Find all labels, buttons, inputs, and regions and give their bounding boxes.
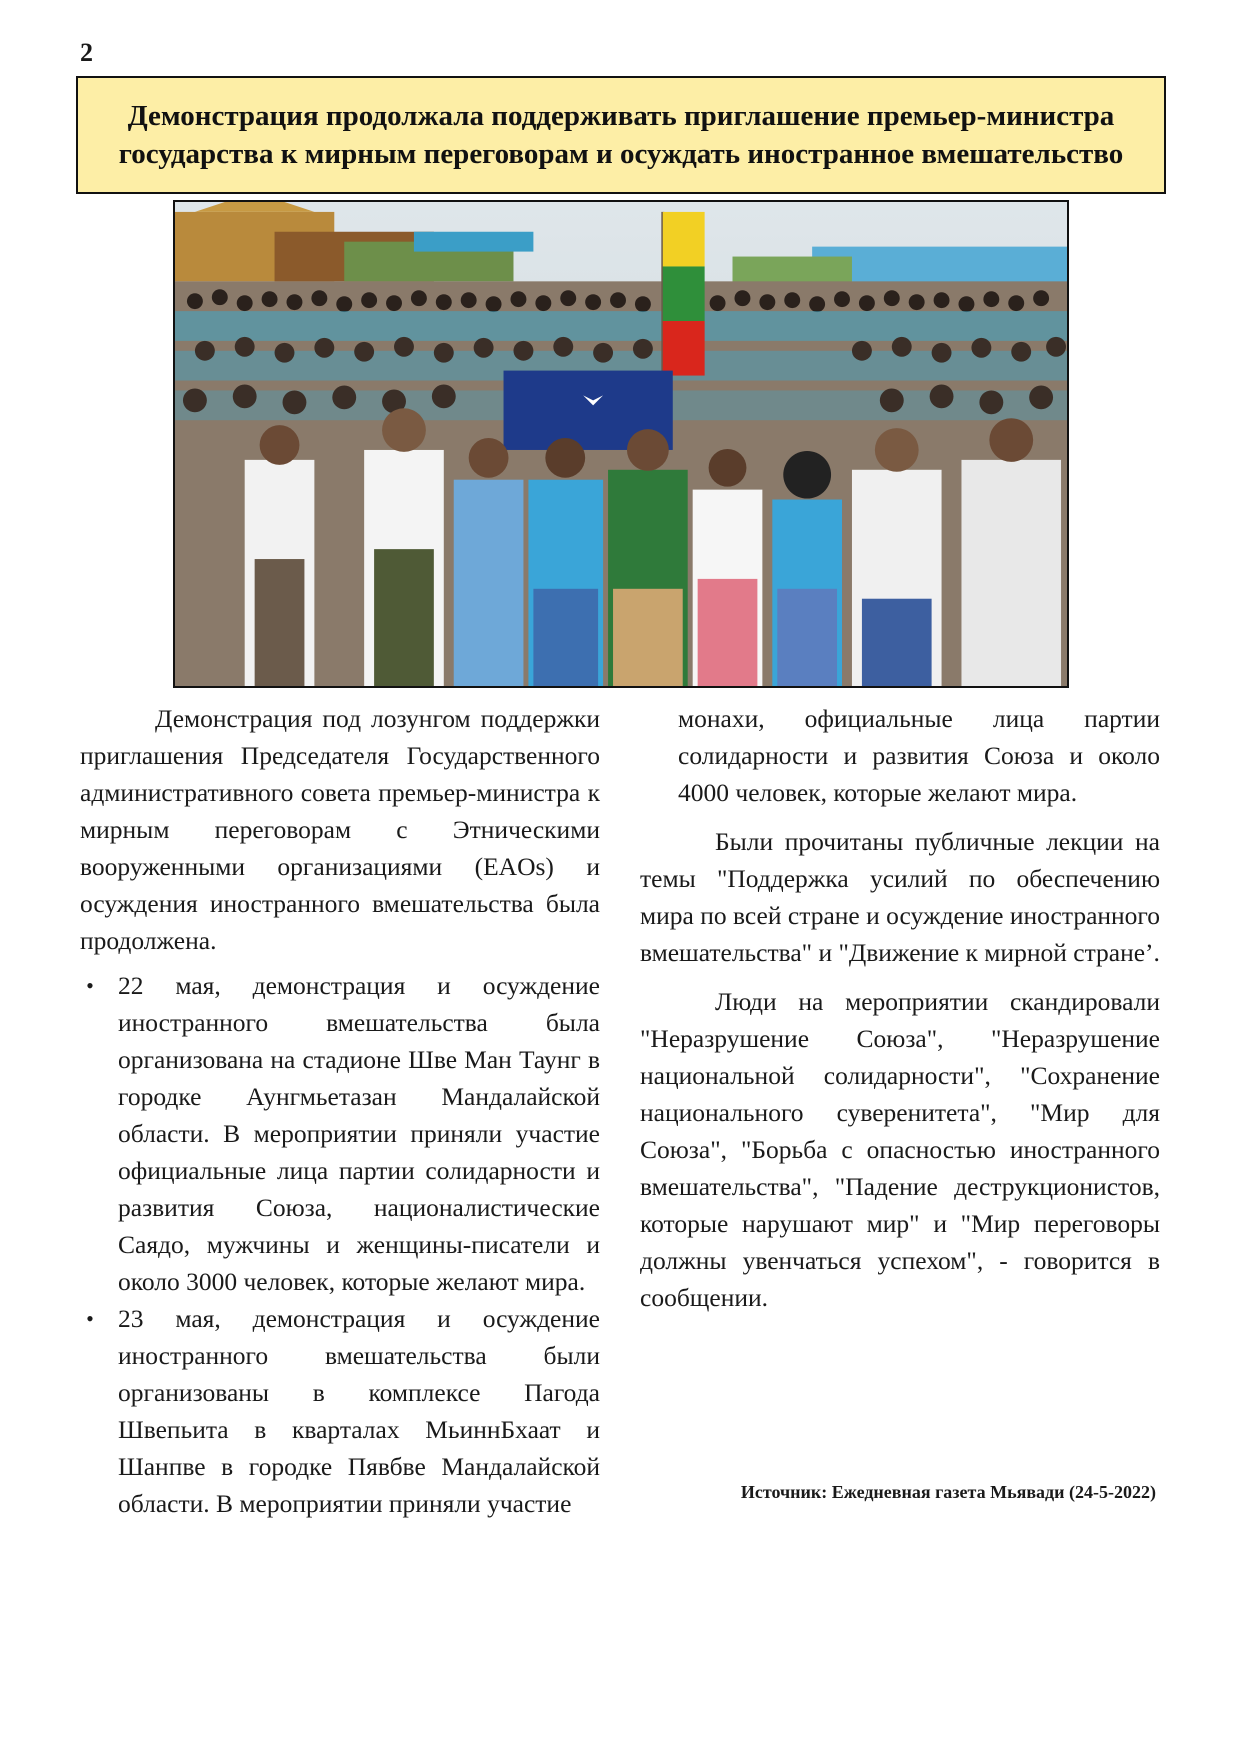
continuation-paragraph: монахи, официальные лица партии солидарности и развития Союза и около 4000 человек, которые желают мира. [678, 704, 1160, 807]
source-credit: Источник: Ежедневная газета Мьявади (24-5-2022) [740, 1482, 1156, 1502]
list-item [80, 1300, 600, 1522]
slogans-paragraph: Люди на мероприятии скандировали "Неразрушение Союза", "Неразрушение национальной солидарности", "Сохранение национального суверенитета", "Мир для Союза", "Борьба с опасностью иностранного вмешательства", "Падение деструкционистов, которые нарушают мир" и "Мир переговоры должны увенчаться успехом", - говорится в сообщении. [640, 987, 1160, 1312]
headline: Демонстрация продолжала поддерживать приглашение премьер-министра государства к мирным переговорам и осуждать иностранное вмешательство [118, 100, 1124, 170]
intro-paragraph: Демонстрация под лозунгом поддержки приглашения Председателя Государственного административного совета премьер-министра к мирным переговорам с Этническими вооруженными организациями (EAOs) и осуждения иностранного вмешательства была продолжена. [80, 704, 600, 955]
crowd-photo [173, 200, 1069, 688]
bullet-icon: • [86, 1306, 94, 1331]
headline-box [76, 76, 1166, 194]
list-item-text: 23 мая, демонстрация и осуждение иностранного вмешательства были организованы в комплексе Пагода Швепьита в кварталах МьиннБхаат и Шанпве в городке Пявбве Мандалайской области. В мероприятии приняли участие [118, 1304, 600, 1518]
lectures-paragraph: Были прочитаны публичные лекции на темы "Поддержка усилий по обеспечению мира по всей стране и осуждение иностранного вмешательства" и "Движение к мирной стране’. [640, 827, 1160, 967]
left-column [80, 700, 600, 1522]
list-item [80, 967, 600, 1300]
page-number: 2 [80, 38, 93, 67]
event-list [80, 967, 600, 1522]
list-item-text: 22 мая, демонстрация и осуждение иностранного вмешательства была организована на стадионе Шве Ман Таунг в городке Аунгмьетазан Мандалайской области. В мероприятии приняли участие официальные лица партии солидарности и развития Союза, националистические Саядо, мужчины и женщины-писатели и около 3000 человек, которые желают мира. [118, 971, 600, 1296]
right-column [640, 700, 1160, 1316]
bullet-icon: • [86, 973, 94, 998]
crowd-photo-illustration [175, 202, 1067, 686]
